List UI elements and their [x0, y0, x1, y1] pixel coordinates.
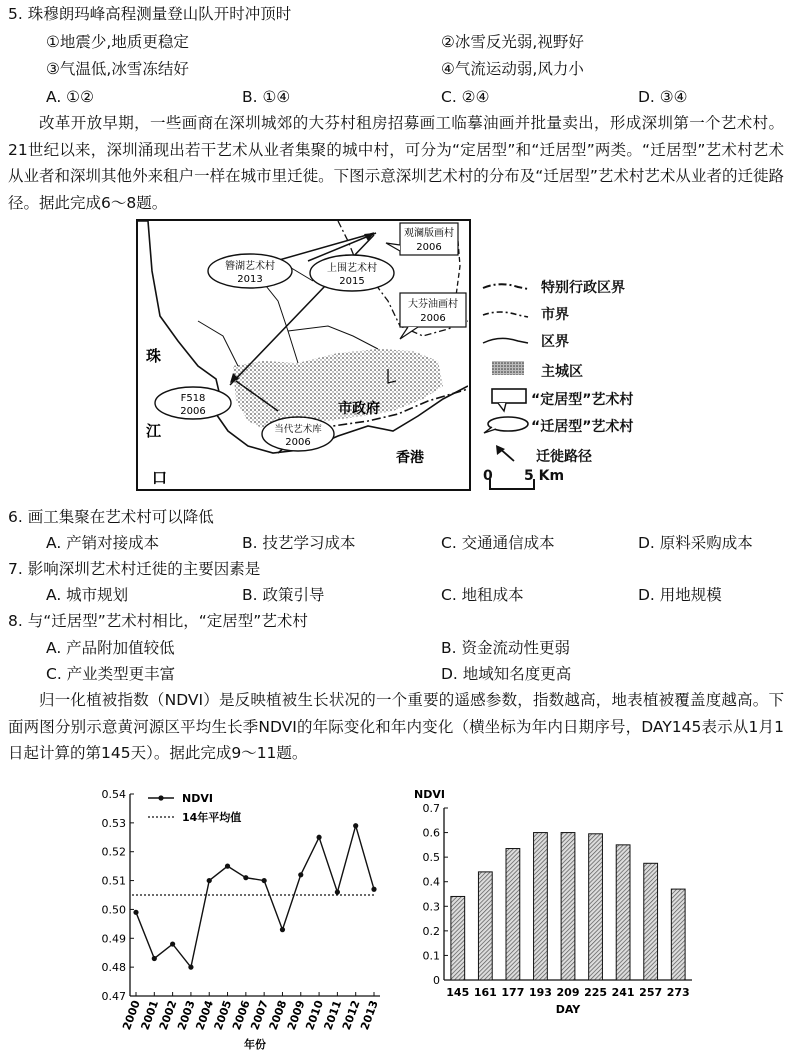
- legend-sar-line: [483, 284, 528, 289]
- ndvi-point: [225, 864, 230, 869]
- q8-stem: 8. 与“迁居型”艺术村相比，“定居型”艺术村: [8, 612, 308, 630]
- legend-sar-label: 特别行政区界: [541, 280, 625, 296]
- x-tick-label: 2006: [229, 998, 253, 1032]
- ndvi-point: [188, 965, 193, 970]
- map-label-zhu: 珠: [146, 347, 162, 365]
- x-tick-label: 145: [446, 986, 470, 999]
- x-tick-label: 2001: [138, 998, 162, 1032]
- map-drawing: [138, 221, 468, 488]
- x-tick-label: 2009: [284, 998, 308, 1032]
- y-tick-label: 0.2: [422, 924, 440, 938]
- bar: [478, 872, 492, 980]
- ndvi-interannual-chart: [88, 780, 398, 1052]
- bar: [534, 833, 548, 980]
- guanlan-label: 观澜版画村: [404, 228, 454, 239]
- main-urban-area: [233, 349, 443, 431]
- x-axis-title: 年份: [244, 1038, 266, 1051]
- ndvi-point: [335, 890, 340, 895]
- shangwei-label: 上围艺术村: [327, 263, 377, 274]
- q7-option-d: D. 用地规模: [638, 586, 722, 604]
- legend-ndvi-marker: [158, 795, 163, 800]
- x-tick-label: 177: [501, 986, 525, 999]
- q8-option-b: B. 资金流动性更弱: [441, 639, 570, 657]
- x-tick-label: 2002: [156, 998, 180, 1032]
- legend-symbols: [480, 275, 540, 465]
- x-tick-label: 241: [611, 986, 635, 999]
- map-label-hongkong: 香港: [396, 450, 424, 466]
- q5-item-1: ①地震少,地质更稳定: [46, 33, 189, 51]
- map-figure: [136, 219, 471, 491]
- ndvi-intraannual-chart: [412, 780, 702, 1030]
- q6-option-a: A. 产销对接成本: [46, 534, 160, 552]
- legend-path-label: 迁徙路径: [536, 449, 592, 465]
- guanlan-year: 2006: [416, 242, 442, 253]
- f518-year: 2006: [180, 406, 206, 417]
- x-tick-label: 2011: [321, 998, 345, 1032]
- ndvi-point: [353, 823, 358, 828]
- f518-label: F518: [180, 393, 206, 404]
- q8-option-a: A. 产品附加值较低: [46, 639, 175, 657]
- district-boundary-2: [288, 326, 378, 349]
- x-tick-label: 2010: [303, 998, 326, 1032]
- q6-option-b: B. 技艺学习成本: [242, 534, 356, 552]
- ndvi-point: [170, 941, 175, 946]
- x-tick-label: 2005: [211, 998, 235, 1032]
- ndvi-point: [371, 887, 376, 892]
- q7-option-c: C. 地租成本: [441, 586, 524, 604]
- q5-item-2: ②冰雪反光弱,视野好: [441, 33, 584, 51]
- legend-mean-label: 14年平均值: [182, 811, 242, 824]
- yihu-label: 簪湖艺术村: [225, 261, 275, 272]
- y-tick-label: 0.7: [422, 802, 440, 815]
- bar: [589, 834, 603, 980]
- legend-settled-label: “定居型”艺术村: [531, 392, 634, 408]
- ndvi-point: [207, 878, 212, 883]
- q7-option-a: A. 城市规划: [46, 586, 129, 604]
- q5-stem: 5. 珠穆朗玛峰高程测量登山队开时冲顶时: [8, 5, 292, 23]
- legend-urban-swatch: [492, 361, 524, 375]
- passage-ndvi: 归一化植被指数（NDVI）是反映植被生长状况的一个重要的遥感参数，指数越高，地表植被覆盖度越高。下面两图分别示意黄河源区平均生长季NDVI的年际变化和年内变化（横坐标为年内日期序号，DAY145表示从1月1日起计算的第145天）。据此完成9～11题。: [8, 691, 784, 762]
- legend-settled-symbol: [492, 389, 526, 403]
- q5-option-c: C. ②④: [441, 88, 490, 106]
- bar: [451, 896, 465, 980]
- legend-district-line: [483, 338, 528, 343]
- y-tick-label: 0.6: [422, 826, 440, 840]
- y-tick-label: 0.47: [101, 990, 126, 1003]
- ndvi-point: [262, 878, 267, 883]
- scale-five: 5 Km: [524, 468, 565, 484]
- x-tick-label: 2012: [339, 998, 363, 1032]
- x-tick-label: 2007: [248, 998, 271, 1032]
- ndvi-point: [316, 835, 321, 840]
- q7-option-b: B. 政策引导: [242, 586, 325, 604]
- q6-stem: 6. 画工集聚在艺术村可以降低: [8, 508, 214, 526]
- ndvi-point: [243, 875, 248, 880]
- x-tick-label: 209: [556, 986, 580, 999]
- bar: [671, 889, 685, 980]
- y-tick-label: 0.51: [101, 874, 126, 888]
- shangwei-year: 2015: [339, 276, 365, 287]
- bar: [616, 845, 630, 980]
- q5-option-b: B. ①④: [242, 88, 291, 106]
- q8-option-c: C. 产业类型更丰富: [46, 665, 176, 683]
- map-label-cityhall: 市政府: [338, 401, 380, 417]
- x-tick-label: 2004: [193, 998, 217, 1032]
- y-tick-label: 0.5: [422, 851, 440, 865]
- x-tick-label: 2003: [175, 998, 198, 1032]
- bar: [561, 833, 575, 980]
- x-tick-label: 273: [666, 986, 690, 999]
- dangdai-label: 当代艺术库: [274, 424, 322, 435]
- ndvi-point: [298, 872, 303, 877]
- ndvi-point: [280, 927, 285, 932]
- y-tick-label: 0.53: [101, 816, 126, 830]
- bar: [644, 863, 658, 980]
- y-tick-label: 0.4: [422, 875, 440, 889]
- q5-option-d: D. ③④: [638, 88, 688, 106]
- district-boundary-4: [198, 321, 238, 366]
- q6-option-c: C. 交通通信成本: [441, 534, 555, 552]
- yihu-year: 2013: [237, 274, 263, 285]
- y-tick-label: 0.48: [101, 961, 126, 975]
- passage-art-village: 改革开放早期，一些画商在深圳城郊的大芬村租房招募画工临摹油画并批量卖出，形成深圳第一个艺术村。21世纪以来，深圳涌现出若干艺术从业者集聚的城中村，可分为“定居型”和“迁居型”两类。“迁居型”艺术村艺术从业者和深圳其他外来租户一样在城市里迁徙。下图示意深圳艺术村的分布及“迁居型”艺术村艺术从业者的迁徙路径。据此完成6～8题。: [8, 114, 784, 212]
- q5-item-4: ④气流运动弱,风力小: [441, 60, 584, 78]
- x-tick-label: 2013: [358, 998, 381, 1032]
- y-tick-label: 0.50: [101, 903, 126, 917]
- q5-option-a: A. ①②: [46, 88, 94, 106]
- legend-district-label: 区界: [541, 334, 569, 350]
- x-tick-label: 193: [528, 986, 552, 999]
- y-tick-label: 0.3: [422, 900, 440, 914]
- y-tick-label: 0: [433, 974, 440, 987]
- x-tick-label: 257: [639, 986, 663, 999]
- q8-option-d: D. 地域知名度更高: [441, 665, 572, 683]
- q6-option-d: D. 原料采购成本: [638, 534, 753, 552]
- x-tick-label: 2000: [120, 998, 143, 1032]
- dangdai-year: 2006: [285, 437, 311, 448]
- bar: [506, 849, 520, 980]
- ndvi-point: [152, 956, 157, 961]
- scale-zero: 0: [483, 468, 493, 484]
- x-axis-title: DAY: [555, 1003, 581, 1016]
- dafen-year: 2006: [420, 313, 446, 324]
- x-tick-label: 161: [473, 986, 497, 999]
- y-tick-label: 0.54: [101, 788, 126, 801]
- y-tick-label: 0.1: [422, 949, 440, 963]
- y-tick-label: 0.49: [101, 932, 126, 946]
- y-tick-label: 0.52: [101, 845, 126, 859]
- ndvi-point: [133, 910, 138, 915]
- dafen-label: 大芬油画村: [408, 299, 458, 310]
- legend-ndvi-label: NDVI: [182, 792, 213, 805]
- map-label-kou: 口: [152, 469, 168, 487]
- x-tick-label: 2008: [266, 998, 290, 1032]
- legend-urban-label: 主城区: [541, 364, 583, 380]
- map-label-jiang: 江: [146, 422, 162, 440]
- legend-city-line: [483, 312, 528, 317]
- legend-city-label: 市界: [541, 307, 569, 323]
- q5-item-3: ③气温低,冰雪冻结好: [46, 60, 189, 78]
- x-tick-label: 225: [584, 986, 608, 999]
- y-axis-title: NDVI: [414, 788, 445, 801]
- legend-migratory-label: “迁居型”艺术村: [531, 419, 634, 435]
- q7-stem: 7. 影响深圳艺术村迁徙的主要因素是: [8, 560, 261, 578]
